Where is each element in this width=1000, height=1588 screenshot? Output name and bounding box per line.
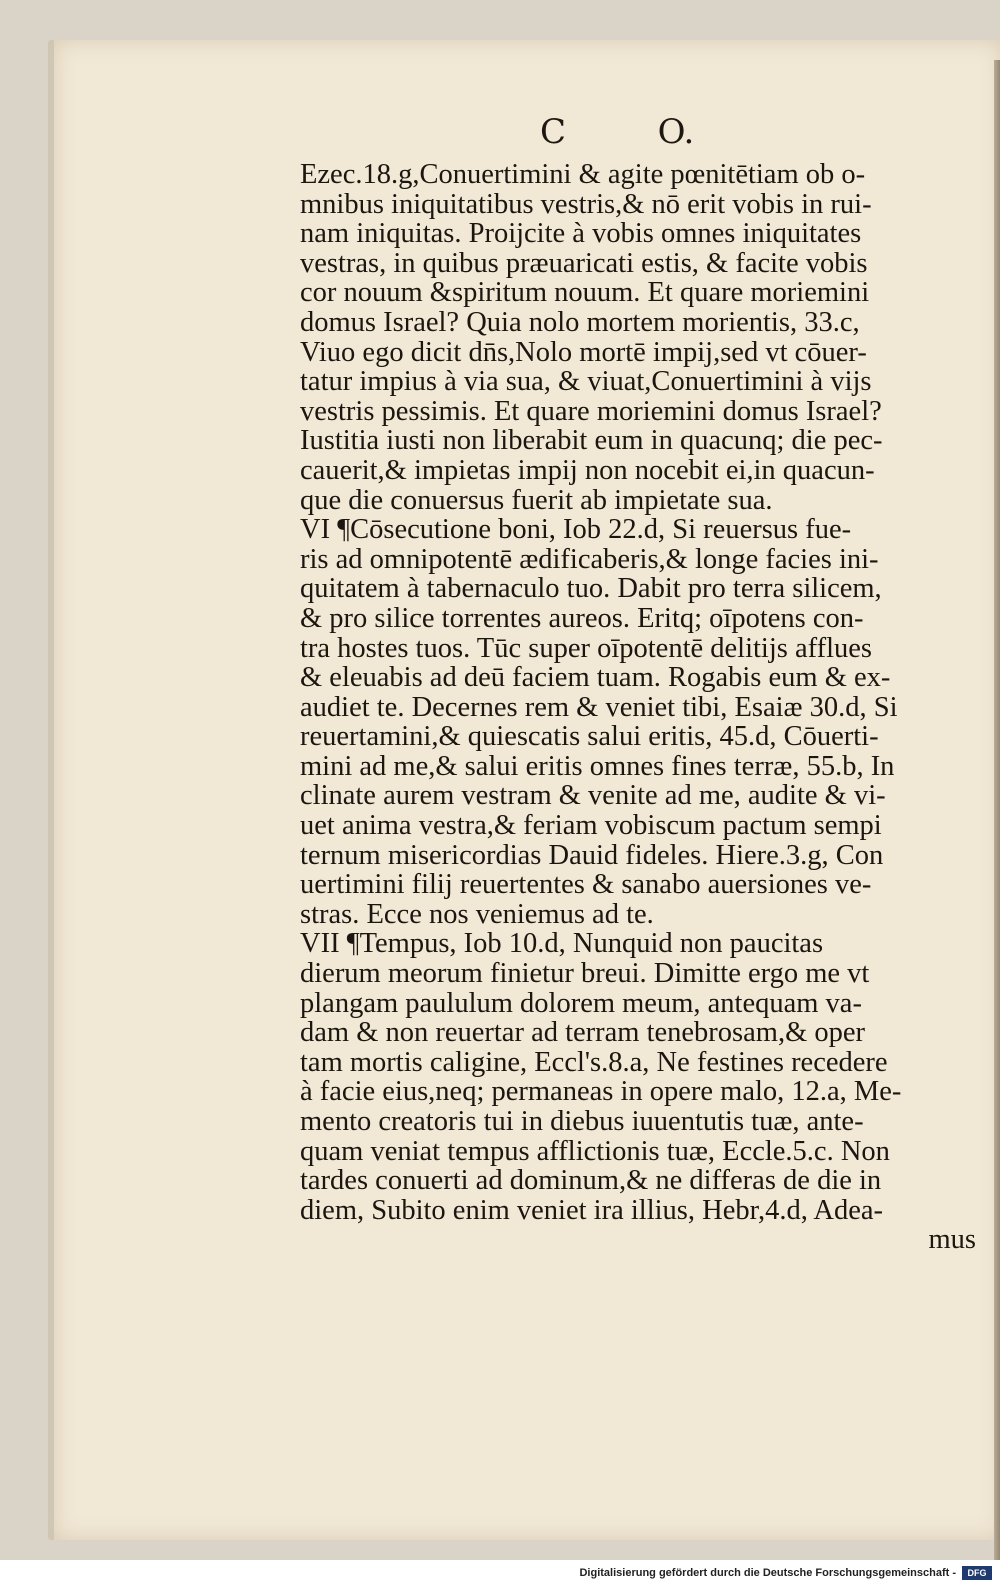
text-line: tra hostes tuos. Tūc super oīpotentē delitijs afflues [300,633,873,664]
signature-mark: C [540,112,567,152]
text-line: vestras, in quibus præuaricati estis, & facite vobis [300,248,868,279]
footer-bar [0,1560,1000,1588]
text-line: quam veniat tempus afflictionis tuæ, Eccle.5.c. Non [300,1136,890,1167]
text-line: Iustitia iusti non liberabit eum in quacunq; die pec- [300,426,883,456]
dfg-logo-icon[interactable]: DFG [962,1566,992,1580]
text-line: ris ad omnipotentē ædificaberis,& longe facies ini- [300,544,879,575]
text-line: plangam paululum dolorem meum, antequam va- [300,988,862,1019]
text-line: stras. Ecce nos veniemus ad te. [300,899,654,930]
text-block [300,160,976,1255]
running-head [540,112,694,152]
text-line: & eleuabis ad deū faciem tuam. Rogabis eum & ex- [300,663,891,693]
text-line: que die conuersus fuerit ab impietate sua. [300,485,773,516]
text-line: audiet te. Decernes rem & veniet tibi, Esaiæ 30.d, Si [300,692,898,723]
text-line: à facie eius,neq; permaneas in opere malo, 12.a, Me- [300,1077,902,1107]
text-line: VI ¶Cōsecutione boni, Iob 22.d, Si reuersus fue- [300,515,852,545]
text-line: mento creatoris tui in diebus iuuentutis tuæ, ante- [300,1107,864,1137]
text-line: Ezec.18.g,Conuertimini & agite pœnitētiam ob o- [300,160,866,190]
text-line: mini ad me,& salui eritis omnes fines terræ, 55.b, In [300,751,895,782]
text-line: mnibus iniquitatibus vestris,& nō erit vobis in rui- [300,189,872,220]
text-line: dierum meorum finietur breui. Dimitte ergo me vt [300,959,870,989]
text-line: domus Israel? Quia nolo mortem morientis, 33.c, [300,307,860,338]
funding-credit: Digitalisierung gefördert durch die Deutsche Forschungsgemeinschaft - [579,1567,956,1579]
page-edge-shadow [994,60,1000,1560]
catchword: mus [928,1225,976,1255]
text-line: tardes conuerti ad dominum,& ne differas de die in [300,1166,882,1196]
text-line: ternum misericordias Dauid fideles. Hiere.3.g, Con [300,840,884,871]
text-line: quitatem à tabernaculo tuo. Dabit pro terra silicem, [300,574,882,604]
text-line: uet anima vestra,& feriam vobiscum pactum sempi [300,811,882,841]
text-line: Viuo ego dicit dn̄s,Nolo mortē impij,sed vt cōuer- [300,337,867,368]
text-line: diem, Subito enim veniet ira illius, Hebr,4.d, Adea- [300,1195,883,1226]
text-line: tatur impius à via sua, & viuat,Conuertimini à vijs [300,367,872,397]
text-line: VII ¶Tempus, Iob 10.d, Nunquid non paucitas [300,929,824,960]
text-line: uertimini filij reuertentes & sanabo auersiones ve- [300,870,872,900]
text-line: & pro silice torrentes aureos. Eritq; oīpotens con- [300,603,864,634]
text-line: nam iniquitas. Proijcite à vobis omnes iniquitates [300,219,862,249]
text-line: reuertamini,& quiescatis salui eritis, 45.d, Cōuerti- [300,722,879,752]
page-number: O. [657,112,695,152]
text-line: vestris pessimis. Et quare moriemini domus Israel? [300,396,882,427]
text-line: cauerit,& impietas impij non nocebit ei,in quacun- [300,455,875,486]
text-line: clinate aurem vestram & venite ad me, audite & vi- [300,781,886,812]
text-line: tam mortis caligine, Eccl's.8.a, Ne festines recedere [300,1047,888,1078]
text-line: cor nouum &spiritum nouum. Et quare moriemini [300,278,870,308]
text-line: dam & non reuertar ad terram tenebrosam,& oper [300,1018,866,1048]
